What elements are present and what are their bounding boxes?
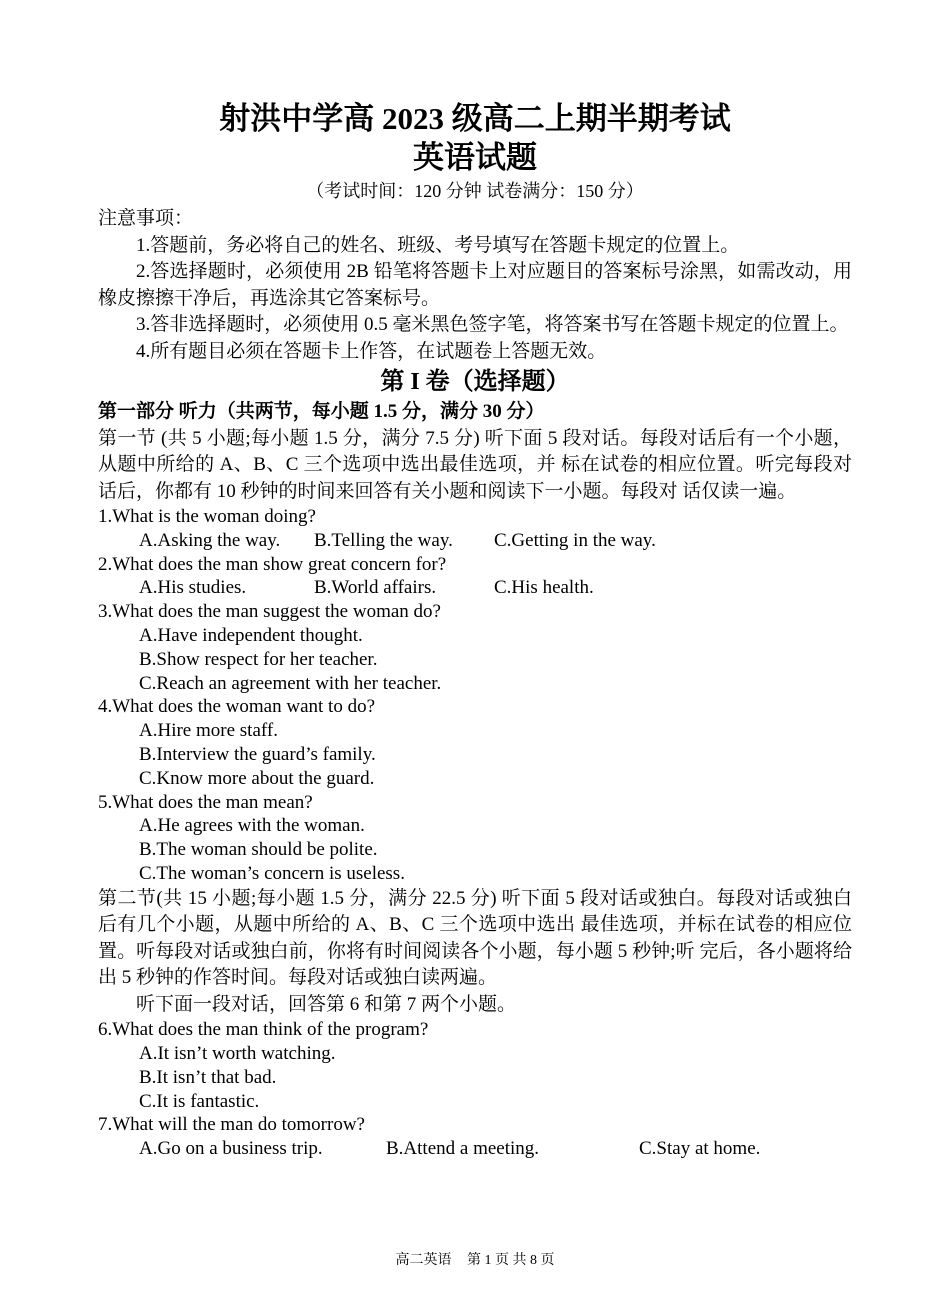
question-stem: 6.What does the man think of the program?	[98, 1019, 429, 1041]
section1-intro: 第一节 (共 5 小题;每小题 1.5 分，满分 7.5 分) 听下面 5 段对话。每段对话后有一个小题，从题中所给的 A、B、C 三个选项中选出最佳选项，并 标在试卷的相应位置。听完每段对话后，你都有 10 秒钟的时间来回答有关小题和阅读下一小题。每段对 话仅读一遍。	[98, 427, 852, 502]
option-b: B.It isn’t that bad.	[139, 1066, 277, 1088]
option-row	[98, 529, 852, 553]
option-c: C.The woman’s concern is useless.	[139, 862, 405, 884]
option-c: C.Stay at home.	[639, 1138, 761, 1160]
notice-heading: 注意事项：	[98, 208, 194, 229]
option-c: C.Know more about the guard.	[139, 767, 375, 789]
option-row	[98, 576, 852, 600]
option-c: C.His health.	[494, 577, 594, 599]
option-b: B.The woman should be polite.	[139, 839, 378, 861]
option-b: B.Telling the way.	[314, 529, 453, 551]
option-b: B.World affairs.	[314, 577, 437, 599]
option-a: A.Hire more staff.	[139, 720, 278, 742]
notice-item: 4.所有题目必须在答题卡上作答，在试题卷上答题无效。	[136, 340, 607, 362]
option-row	[98, 1137, 852, 1161]
option-a: A.Go on a business trip.	[139, 1138, 323, 1160]
exam-title: 射洪中学高 2023 级高二上期半期考试	[219, 101, 731, 136]
question-stem: 3.What does the man suggest the woman do?	[98, 601, 441, 623]
subject-title: 英语试题	[413, 140, 537, 175]
notice-item: 3.答非选择题时，必须使用 0.5 毫米黑色签字笔，将答案书写在答题卡规定的位置上。	[136, 314, 849, 335]
question-stem: 7.What will the man do tomorrow?	[98, 1114, 365, 1136]
footer-subject: 高二英语	[395, 1253, 452, 1268]
question-stem: 2.What does the man show great concern for?	[98, 553, 447, 575]
option-c: C.Getting in the way.	[494, 529, 656, 551]
exam-info: （考试时间：120 分钟 试卷满分：150 分）	[306, 181, 644, 201]
option-a: A.Asking the way.	[139, 529, 281, 551]
option-a: A.Have independent thought.	[139, 624, 363, 646]
section2-intro: 第二节(共 15 小题;每小题 1.5 分，满分 22.5 分) 听下面 5 段对话或独白。每段对话或独白后有几个小题，从题中所给的 A、B、C 三个选项中选出 最佳选项，并标在试卷的相应位置。听每段对话或独白前，你将有时间阅读各个小题，每小题 5 秒钟;听 完后，各小题将给出 5 秒钟的作答时间。每段对话或独白读两遍。	[98, 887, 852, 989]
question-stem: 1.What is the woman doing?	[98, 506, 316, 527]
option-b: B.Show respect for her teacher.	[139, 648, 378, 670]
option-c: C.Reach an agreement with her teacher.	[139, 672, 442, 694]
option-b: B.Attend a meeting.	[386, 1138, 540, 1160]
volume-title: 第 I 卷（选择题）	[380, 369, 570, 395]
exam-page	[98, 100, 852, 1161]
notice-item: 2.答选择题时，必须使用 2B 铅笔将答题卡上对应题目的答案标号涂黑，如需改动，用橡皮擦擦干净后，再选涂其它答案标号。	[98, 261, 852, 309]
option-b: B.Interview the guard’s family.	[139, 743, 376, 765]
option-a: A.It isn’t worth watching.	[139, 1043, 336, 1065]
footer-page-number: 第 1 页 共 8 页	[467, 1253, 555, 1268]
part1-heading: 第一部分 听力（共两节，每小题 1.5 分，满分 30 分）	[98, 401, 545, 422]
question-stem: 4.What does the woman want to do?	[98, 696, 376, 718]
option-a: A.His studies.	[139, 577, 247, 599]
option-c: C.It is fantastic.	[139, 1090, 260, 1112]
dialog-note: 听下面一段对话，回答第 6 和第 7 两个小题。	[136, 993, 517, 1015]
question-stem: 5.What does the man mean?	[98, 791, 313, 813]
notice-item: 1.答题前，务必将自己的姓名、班级、考号填写在答题卡规定的位置上。	[136, 234, 740, 256]
page-footer	[0, 1249, 950, 1269]
option-a: A.He agrees with the woman.	[139, 815, 365, 837]
